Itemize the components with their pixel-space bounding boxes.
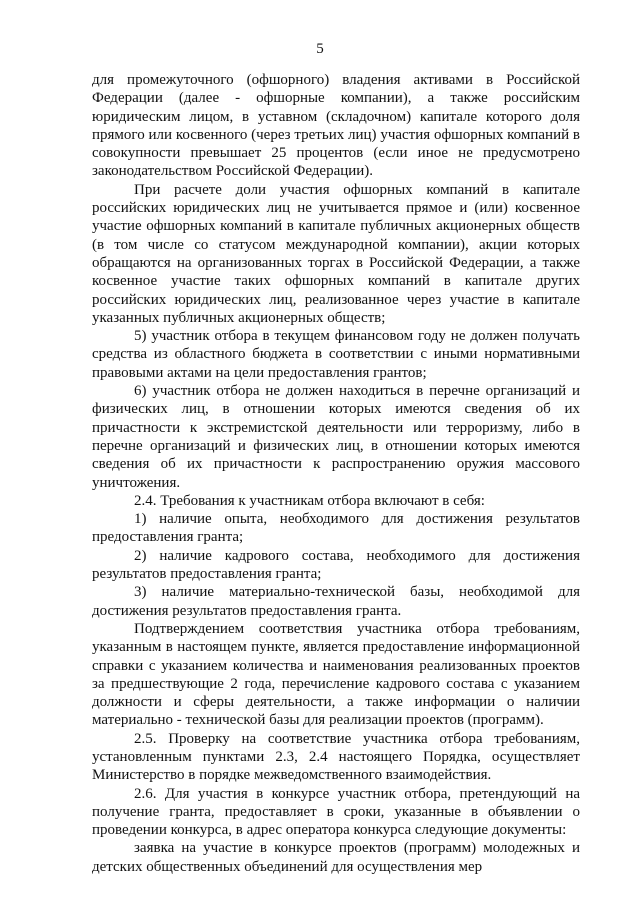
paragraph-item-5: 5) участник отбора в текущем финансовом году не должен получать средства из областного бюджета в соответствии с иными нормативными правовыми актами на цели предоставления грантов; bbox=[92, 328, 580, 381]
paragraph-requirement-3: 3) наличие материально-технической базы, необходимой для достижения результатов предоставления гранта. bbox=[92, 584, 580, 619]
paragraph-requirement-2: 2) наличие кадрового состава, необходимого для достижения результатов предоставления гранта; bbox=[92, 547, 580, 583]
paragraph-continuation: для промежуточного (офшорного) владения активами в Российской Федерации (далее - офшорные компании), а также российским юридическим лицом, в уставном (складочном) капитале которого доля прямого или косвенного (через третьих лиц) участия офшорных компаний в совокупности превышает 25 процентов (если иное не предусмотрено законодательством Российской Федерации). bbox=[92, 72, 580, 180]
paragraph-section-2-4: 2.4. Требования к участникам отбора включают в себя: bbox=[134, 492, 485, 509]
paragraph-requirement-1: 1) наличие опыта, необходимого для достижения результатов предоставления гранта; bbox=[92, 511, 580, 546]
document-body bbox=[92, 71, 580, 876]
paragraph-application: заявка на участие в конкурсе проектов (программ) молодежных и детских общественных объединений для осуществления мер bbox=[92, 840, 580, 875]
paragraph-section-2-6: 2.6. Для участия в конкурсе участник отбора, претендующий на получение гранта, предоставляет в сроки, указанные в объявлении о проведении конкурса, в адрес оператора конкурса следующие документы: bbox=[92, 785, 580, 839]
paragraph-confirmation: Подтверждением соответствия участника отбора требованиям, указанным в настоящем пункте, является предоставление информационной справки с указанием количества и наименования реализованных проектов за предшествующие 2 года, перечисление кадрового состава с указанием должности и сферы деятельности, а также информации о наличии материально - технической базы для реализации проектов (программ). bbox=[92, 620, 580, 729]
paragraph-item-6: 6) участник отбора не должен находиться в перечне организаций и физических лиц, в отношении которых имеются сведения об их причастности к экстремистской деятельности или терроризму, либо в перечне организаций и физических лиц, в отношении которых имеются сведения об их причастности к распространению оружия массового уничтожения. bbox=[92, 383, 580, 491]
page-number: 5 bbox=[316, 41, 324, 57]
paragraph-section-2-5: 2.5. Проверку на соответствие участника отбора требованиям, установленным пунктами 2.3, 2.4 настоящего Порядка, осуществляет Министерство в порядке межведомственного взаимодействия. bbox=[92, 730, 580, 784]
paragraph-offshore-share-calculation: При расчете доли участия офшорных компаний в капитале российских юридических лиц не учитывается прямое и (или) косвенное участие офшорных компаний в капитале публичных акционерных обществ (в том числе со статусом международной компании), акции которых обращаются на организованных торгах в Российской Федерации, а также косвенное участие таких офшорных компаний в капитале других российских юридических лиц, реализованное через участие в капитале указанных публичных акционерных обществ; bbox=[92, 181, 580, 326]
